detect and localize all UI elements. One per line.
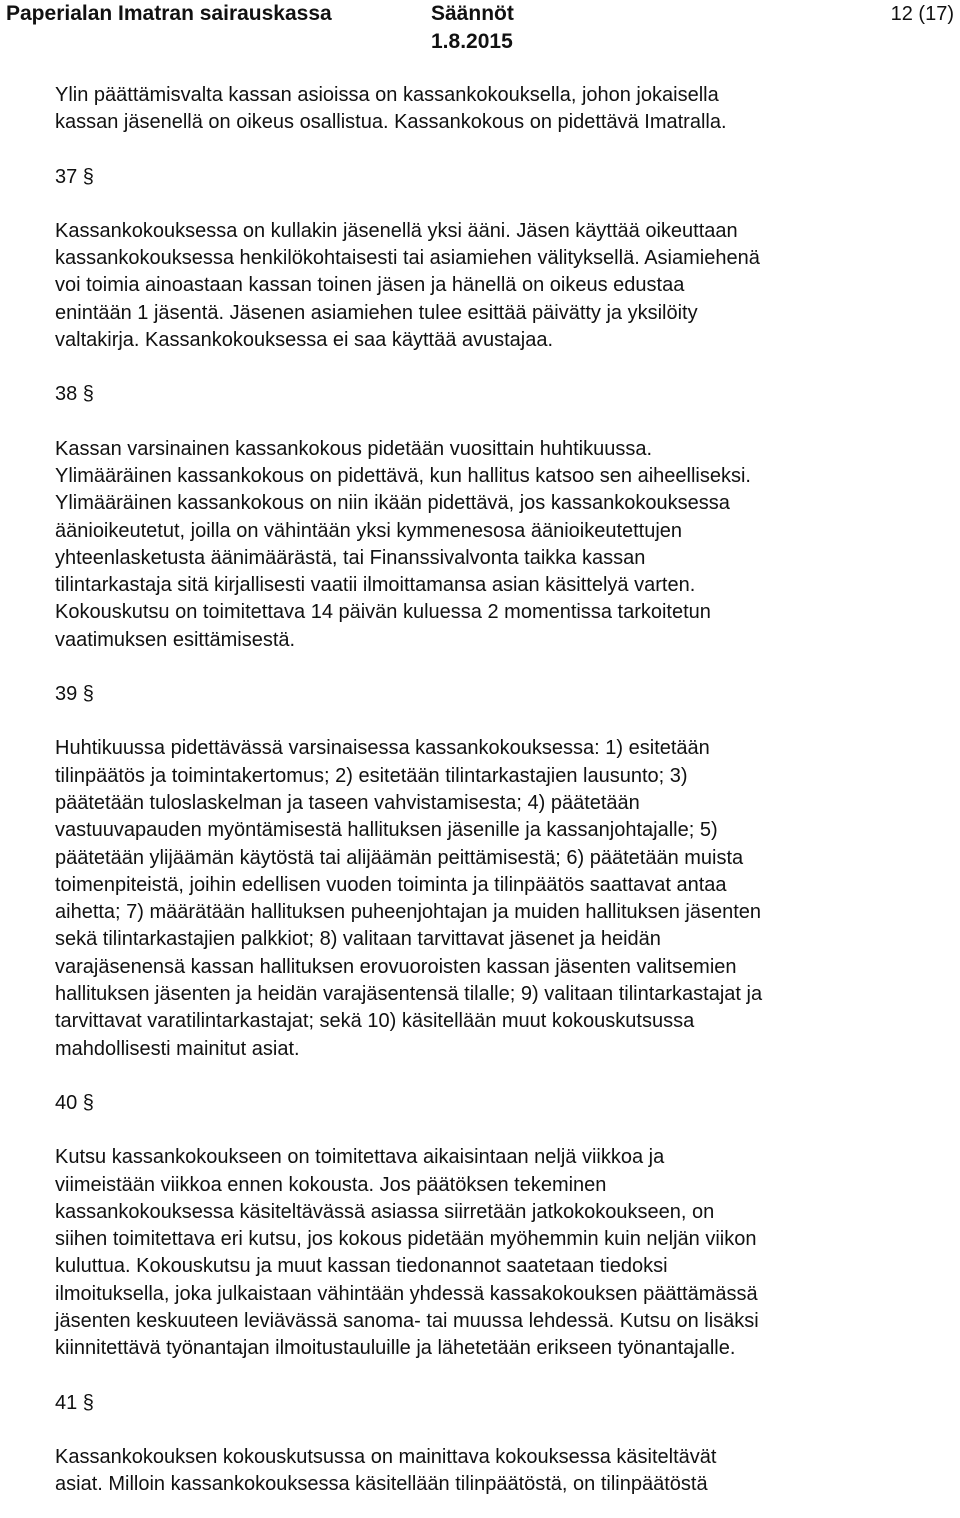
text-line: tilinpäätös ja toimintakertomus; 2) esitetään tilintarkastajien lausunto; 3) (55, 764, 688, 787)
text-line: asiat. Milloin kassankokouksessa käsitellään tilinpäätöstä, on tilinpäätöstä (55, 1473, 708, 1496)
text-line: voi toimia ainoastaan kassan toinen jäsen ja hänellä on oikeus edustaa (55, 274, 685, 297)
text-line: valtakirja. Kassankokouksessa ei saa käyttää avustajaa. (55, 329, 554, 352)
text-line: kassankokouksessa henkilökohtaisesti tai asiamiehen välityksellä. Asiamiehenä (55, 247, 760, 270)
text-line: jäsenten keskuuteen leviävässä sanoma- tai muussa lehdessä. Kutsu on lisäksi (55, 1309, 759, 1332)
text-line: Kassan varsinainen kassankokous pidetään vuosittain huhtikuussa. (55, 437, 653, 460)
paragraph (55, 1444, 935, 1499)
paragraph (55, 735, 935, 1063)
paragraph (55, 436, 935, 654)
text-line: kuluttua. Kokouskutsu ja muut kassan tiedonannot saatetaan tiedoksi (55, 1255, 668, 1278)
text-line: Kassankokouksessa on kullakin jäsenellä yksi ääni. Jäsen käyttää oikeuttaan (55, 219, 738, 242)
section-heading: 40 § (55, 1091, 94, 1114)
text-line: vaatimuksen esittämisestä. (55, 628, 296, 651)
paragraph (55, 218, 935, 354)
text-line: Kokouskutsu on toimitettava 14 päivän kuluessa 2 momentissa tarkoitetun (55, 601, 711, 624)
text-line: hallituksen jäsenten ja heidän varajäsentensä tilalle; 9) valitaan tilintarkastajat ja (55, 983, 763, 1006)
text-line: aihetta; 7) määrätään hallituksen puheenjohtajan ja muiden hallituksen jäsenten (55, 901, 762, 924)
text-line: viimeistään viikkoa ennen kokousta. Jos päätöksen tekeminen (55, 1173, 607, 1196)
text-line: kassankokouksessa käsiteltävässä asiassa siirretään jatkokokoukseen, on (55, 1200, 715, 1223)
paragraph (55, 82, 935, 137)
text-line: enintään 1 jäsentä. Jäsenen asiamiehen tulee esittää päivätty ja yksilöity (55, 301, 698, 324)
text-line: Ylin päättämisvalta kassan asioissa on kassankokouksella, johon jokaisella (55, 84, 719, 106)
text-line: Huhtikuussa pidettävässä varsinaisessa kassankokouksessa: 1) esitetään (55, 737, 710, 760)
text-line: toimenpiteistä, joihin edellisen vuoden toiminta ja tilinpäätös saattavat antaa (55, 873, 727, 896)
page-header (0, 0, 960, 56)
text-line: ilmoituksella, joka julkaistaan vähintään yhdessä kassakokouksen päättämässä (55, 1282, 758, 1305)
section-heading: 41 § (55, 1391, 94, 1414)
section-heading: 37 § (55, 165, 94, 188)
text-line: kiinnitettävä työnantajan ilmoitustauluille ja lähetetään erikseen työnantajalle. (55, 1337, 736, 1360)
text-line: Ylimääräinen kassankokous on pidettävä, kun hallitus katsoo sen aiheelliseksi. (55, 464, 751, 487)
document-body (55, 82, 935, 1498)
paragraph (55, 1144, 935, 1362)
text-line: siihen toimitettava eri kutsu, jos kokous pidetään myöhemmin kuin neljän viikon (55, 1228, 757, 1251)
text-line: tarvittavat varatilintarkastajat; sekä 10) käsitellään muut kokouskutsussa (55, 1010, 695, 1033)
text-line: Kassankokouksen kokouskutsussa on mainittava kokouksessa käsiteltävät (55, 1445, 717, 1468)
text-line: mahdollisesti mainitut asiat. (55, 1037, 300, 1060)
text-line: tilintarkastaja sitä kirjallisesti vaatii ilmoittamansa asian käsittelyä varten. (55, 574, 696, 597)
text-line: päätetään ylijäämän käytöstä tai alijäämän peittämisestä; 6) päätetään muista (55, 846, 744, 869)
text-line: varajäsenensä kassan hallituksen erovuoroisten kassan jäsenten valitsemien (55, 955, 737, 978)
section-heading: 38 § (55, 383, 94, 406)
document-date: 1.8.2015 (431, 30, 513, 53)
text-line: Ylimääräinen kassankokous on niin ikään pidettävä, jos kassankokouksessa (55, 492, 730, 515)
section-heading: 39 § (55, 683, 94, 706)
text-line: äänioikeutetut, joilla on vähintään yksi kymmenesosa äänioikeutettujen (55, 519, 683, 542)
document-title: Säännöt (431, 2, 514, 25)
text-line: sekä tilintarkastajien palkkiot; 8) valitaan tarvittavat jäsenet ja heidän (55, 928, 661, 951)
text-line: yhteenlasketusta äänimäärästä, tai Finanssivalvonta taikka kassan (55, 546, 646, 569)
page-number: 12 (17) (890, 3, 954, 25)
text-line: kassan jäsenellä on oikeus osallistua. Kassankokous on pidettävä Imatralla. (55, 111, 727, 134)
organization-name: Paperialan Imatran sairauskassa (6, 2, 332, 25)
text-line: Kutsu kassankokoukseen on toimitettava aikaisintaan neljä viikkoa ja (55, 1146, 665, 1169)
text-line: päätetään tuloslaskelman ja taseen vahvistamisesta; 4) päätetään (55, 791, 640, 814)
text-line: vastuuvapauden myöntämisestä hallituksen jäsenille ja kassanjohtajalle; 5) (55, 819, 718, 842)
